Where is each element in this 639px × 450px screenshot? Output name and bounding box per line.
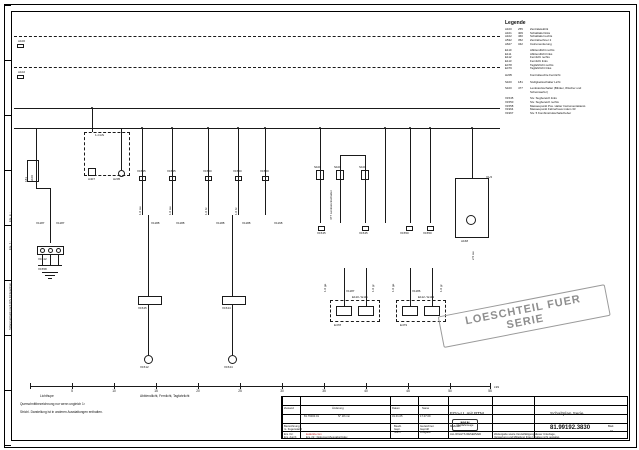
- conn-box-3: [406, 226, 413, 231]
- rail-tag-a100: A100: [18, 39, 26, 43]
- branch-line-11: [430, 128, 431, 223]
- tb-series-title: Schaltplan Serie: [550, 411, 584, 416]
- connector-x1550-1-label: X1550: [203, 169, 212, 173]
- tb-sheet-value: 15: [610, 430, 613, 433]
- tb-rights-sub2: Verwertung und Mitteilung ihres Inhaltes nicht gestattet.: [494, 436, 561, 439]
- legend-row: E112 Fernlicht rechts: [505, 55, 550, 60]
- lichthupe-feed: [92, 108, 93, 132]
- scale-tick: 20: [196, 389, 200, 393]
- junction-dot: [237, 127, 239, 129]
- tb-head-datum: Datum: [392, 407, 400, 410]
- tb-head-bezeichnung2: m. Fugenstand: [284, 428, 302, 431]
- switch-s100-477-b: [336, 170, 344, 180]
- junction-dot: [409, 127, 411, 129]
- lamp-e110-symbol: [336, 306, 352, 316]
- tb-gezeichnet: Gezeichnet: [420, 425, 434, 428]
- scale-tick: 35: [322, 389, 326, 393]
- legend-row: X1967 Stv. 5 Kombinstrukschalscheber: [505, 110, 572, 115]
- bus-left-down: [50, 188, 51, 243]
- rail-top-2: [14, 67, 500, 68]
- tb-drawing-title: FGn-LL mit PTM: [450, 411, 484, 416]
- tb-geprueft: Geprüft: [420, 428, 429, 431]
- lichthupe-node-label: 1-CAN: [95, 133, 105, 137]
- junction-dot: [141, 127, 143, 129]
- lamp-bottom-right: [228, 355, 237, 364]
- footnote-strichl: Strichl. Darstellung ist in anderen Ausstattungen enthalten.: [20, 410, 103, 414]
- connector-x1512-label: X1512: [38, 257, 47, 261]
- footnote-lichthupe: Lichthupe: [40, 394, 54, 398]
- lamp-group-left-label: E110 / E111: [352, 295, 368, 299]
- scale-tick: 5: [71, 389, 73, 393]
- wire-label-1: 1.0 sw: [138, 206, 142, 215]
- legend-row: E110 Abblendlicht rechts: [505, 48, 555, 53]
- legend-row: E113 Fernlicht links: [505, 59, 548, 63]
- bus-left-jog: [36, 188, 50, 189]
- switch-a407-symbol: [88, 168, 96, 176]
- scale-tick: 40: [364, 389, 368, 393]
- lamp-e479-label: E479: [400, 323, 408, 327]
- lamp-left-feed-1: [344, 268, 345, 306]
- lamp-e111-symbol: [358, 306, 374, 316]
- switch-s100-477-c-label: S100: [359, 165, 367, 169]
- switch-s100-477-c: [361, 170, 369, 180]
- wire-callout-d: 1.0 gr: [439, 284, 443, 292]
- wire-label-2: 1.0 sw: [168, 206, 172, 215]
- legend-row: X1550 Stv. Sugbereich rechts: [505, 100, 559, 104]
- legend-row: E478 Tagfahrlicht rechts: [505, 62, 554, 67]
- footnote-abblendlicht: Abblendlicht, Fernlicht, Tagfahrlicht: [140, 394, 190, 398]
- lamp-bottom-right-label: X1544: [224, 365, 233, 369]
- legend: [505, 20, 625, 116]
- junction-dot: [207, 127, 209, 129]
- conn-label-x1188-b: X1188: [176, 221, 185, 225]
- title-block: [281, 396, 628, 439]
- lamp-h205-label: H205: [113, 177, 121, 181]
- conn-label-x1187-a: X1187: [36, 221, 45, 225]
- tb-head-aenderung: Änderung: [332, 407, 344, 410]
- cross-link-right: [340, 155, 365, 156]
- lamp-h205-symbol: [118, 170, 125, 177]
- margin-text-ersatz-fuer: Ers. f. :: [9, 240, 12, 250]
- lamp-e112-symbol: [402, 306, 418, 316]
- connector-x1545-frame: [138, 296, 162, 305]
- conn-box-1: [318, 226, 325, 231]
- conn-label-x1550-r1: X1550: [400, 231, 409, 235]
- tb-gepr: Gepr.: [394, 428, 401, 431]
- connector-x1512-frame: [37, 246, 64, 255]
- legend-row: S100 181 Stufigkeitsschalter Licht: [505, 79, 561, 84]
- lamp-left-feed-2: [366, 268, 367, 306]
- switch-s100-477-a-label: S100: [314, 165, 322, 169]
- tb-drawing-number: 81.99192.3830: [550, 425, 591, 431]
- wire-label-4: 1.0 br: [234, 207, 238, 215]
- bottom-scale: [30, 382, 490, 394]
- conn-label-x1188-d: X1188: [242, 221, 251, 225]
- tb-ersatz-fuer: Ers. für:: [284, 433, 294, 436]
- legend-row: A532 352 Zentralrechner 2: [505, 37, 552, 42]
- conn-label-x1545-r2: X1545: [359, 231, 368, 235]
- rail-top-1: [14, 36, 500, 37]
- legend-row: S100 477 Lenkstockschalter (Blinker, Wischer und: [505, 86, 582, 91]
- connector-x1544-label: X1544: [222, 306, 231, 310]
- lamp-right-feed-1: [410, 268, 411, 306]
- relay-a168-feed: [472, 128, 473, 178]
- tb-massstab: Maßstab: [450, 425, 461, 428]
- x1544-bottom-lead: [232, 305, 233, 355]
- tb-date-1: 31.01.05: [392, 415, 403, 418]
- lamp-left-wire-label: X1187: [346, 289, 355, 293]
- connector-x1545-2-label: X1545: [167, 169, 176, 173]
- rail-top-3: [14, 108, 500, 109]
- margin-text-schutzvermerk: Schutzvermerk nach DIN 34 beachten: [9, 282, 12, 330]
- legend-row: A102 460 Schalttafel rechts: [505, 34, 553, 39]
- scale-tick: 25: [238, 389, 242, 393]
- legend-row: A101 409 Schalttafel links: [505, 30, 551, 35]
- relay-a168-body: [455, 178, 489, 238]
- scale-tick: 10: [112, 389, 116, 393]
- branch-line-10: [410, 128, 411, 223]
- connector-x1544-frame: [222, 296, 246, 305]
- relay-a168-pin-label: X1/2: [486, 175, 493, 179]
- lamp-right-wire-label: X1186: [412, 289, 421, 293]
- lamp-bottom-left: [144, 355, 153, 364]
- scale-right-label: L99: [494, 385, 500, 389]
- company-logo: [452, 419, 478, 431]
- scale-tick: 50: [448, 389, 452, 393]
- tb-rights-sub: Weitergabe sowie Vervielfältigung dieser Unterlage,: [494, 433, 556, 436]
- switch-s100-477-b-label: S100: [334, 165, 342, 169]
- conn-box-2: [362, 226, 369, 231]
- conn-label-x1545-r1: X1545: [317, 231, 326, 235]
- rail-tag-a102: A102: [18, 70, 26, 74]
- tb-head-zustand: Zustand: [284, 407, 294, 410]
- switch-s100-477-a: [316, 170, 324, 180]
- relay-a168-label: A168: [461, 239, 469, 243]
- scale-tick: 30: [280, 389, 284, 393]
- tb-norm: Norm: [394, 431, 401, 434]
- x1545-mid-lead: [148, 215, 149, 296]
- tb-head-name: Name: [422, 407, 430, 410]
- rail-top-4: [14, 128, 500, 129]
- scale-tick: 45: [406, 389, 410, 393]
- switch-s100-note: 181: [24, 176, 28, 182]
- tb-ersatz-durch: Ers. durch:: [284, 436, 297, 439]
- scale-tick: 15: [154, 389, 158, 393]
- junction-dot: [171, 127, 173, 129]
- x1545-bottom-lead: [148, 305, 149, 355]
- tb-red-note2: Ers.-Nr.: Dokument/Ausgabe/Index: [306, 436, 348, 439]
- branch-line-9: [385, 128, 386, 223]
- x1512-lead-3: [50, 255, 51, 265]
- junction-dot: [91, 107, 93, 109]
- company-name: MAN: [460, 420, 470, 425]
- legend-row: E111 Abblendlicht links: [505, 51, 553, 56]
- conn-label-x1168: X1168: [274, 221, 283, 225]
- connector-x1545-bottom-label: X1545: [138, 306, 147, 310]
- company-sub: Nutzfahrzeuge: [456, 424, 474, 428]
- wire-callout-e: 2.5 sw: [471, 251, 475, 260]
- lamp-group-right-label: E112 / E113: [418, 295, 435, 299]
- junction-dot: [471, 127, 473, 129]
- junction-dot: [429, 127, 431, 129]
- tb-head-bezeichnung: Bezeichnung: [284, 425, 300, 428]
- legend-row: E479 Tagfahrlicht links: [505, 66, 552, 71]
- ground-bar-1: [42, 272, 58, 273]
- lamp-e113-symbol: [424, 306, 440, 316]
- tb-row-4: [282, 431, 627, 432]
- tb-freigabe: Freigabe: [420, 431, 431, 434]
- x1512-lead-4: [58, 255, 59, 265]
- branch-line-5b: [265, 181, 266, 215]
- conn-label-x1188-a: X1188: [151, 221, 160, 225]
- footnote-querschnitt: Querschnittbezeichnung nur wenn ungleich 1²: [20, 402, 85, 406]
- connector-x1550-2-label: X1550: [233, 169, 242, 173]
- legend-title: Legende: [505, 20, 526, 26]
- legend-row: X1558 Masseupunkt Pos. Halter Instrumentatianst.: [505, 103, 587, 108]
- switch-s100-477-note: 477 Lenkstockschalter: [329, 190, 333, 220]
- conn-label-x1187-b: X1187: [56, 221, 65, 225]
- wire-callout-c: 1.0 ge: [391, 283, 395, 292]
- switch-s100-label: S100: [30, 174, 34, 182]
- rail-node-a102: [17, 75, 24, 79]
- left-margin-ticks: [5, 5, 11, 445]
- tb-date-2: 17.07.09: [420, 415, 431, 418]
- legend-row: A627 342 Instrumentierung: [505, 41, 552, 46]
- rail-node-a100: [17, 44, 24, 48]
- x1512-lead-2: [42, 255, 43, 265]
- margin-text-ersatz-durch: Ers. d. :: [9, 212, 12, 222]
- conn-box-4: [427, 226, 434, 231]
- connector-x1550-3-label: X1550: [260, 169, 269, 173]
- lamp-e478-label: E478: [334, 323, 342, 327]
- conn-label-x1550-r2: X1550: [423, 231, 432, 235]
- tb-sheet-label: Blatt: [608, 425, 614, 428]
- tb-rights: ALL RIGHTS RESERVED: [450, 433, 482, 436]
- legend-row: H205 Kontrolleuchte Fernlicht: [505, 72, 561, 77]
- tb-order-no: 81.76000.01: [304, 415, 319, 418]
- lichthupe-feed-2: [121, 128, 122, 170]
- switch-a407-label: A407: [88, 177, 96, 181]
- conn-label-x1188-c: X1188: [216, 221, 225, 225]
- lamp-right-feed-2: [432, 268, 433, 306]
- junction-dot: [319, 127, 321, 129]
- x1512-ground: [38, 265, 62, 266]
- legend-row: X1964 Masseupunkt Fahrerhaus indem 33: [505, 107, 576, 112]
- tb-order-no2: N° 18 nnn: [338, 415, 350, 418]
- wire-label-3: 1.0 br: [204, 207, 208, 215]
- lamp-bottom-left-label: X1512: [140, 365, 149, 369]
- scale-tick: 55: [488, 389, 492, 393]
- ground-label-left: X1558: [38, 267, 47, 271]
- connector-x1545-1-label: X1545: [137, 169, 146, 173]
- tb-red-note: kedentiv.com: [306, 433, 322, 436]
- wire-callout-b: 1.0 gr: [371, 284, 375, 292]
- tb-row-1: [282, 405, 627, 406]
- legend-row: X1545 Stv. Sugbereich links: [505, 96, 557, 101]
- legend-row: A100 255 Zentralelektrik: [505, 27, 549, 31]
- stamp-text: LOESCHTEIL FUER SERIE: [438, 284, 611, 348]
- wire-callout-a: 1.0 ge: [323, 283, 327, 292]
- junction-dot: [384, 127, 386, 129]
- legend-row: Scheinwerfer): [530, 89, 548, 94]
- x1544-mid-lead: [232, 215, 233, 296]
- tb-bearb: Bearb.: [394, 425, 402, 428]
- ground-bar-3: [48, 278, 52, 279]
- relay-a168-coil: [466, 215, 476, 225]
- ground-bar-2: [45, 275, 55, 276]
- junction-dot: [264, 127, 266, 129]
